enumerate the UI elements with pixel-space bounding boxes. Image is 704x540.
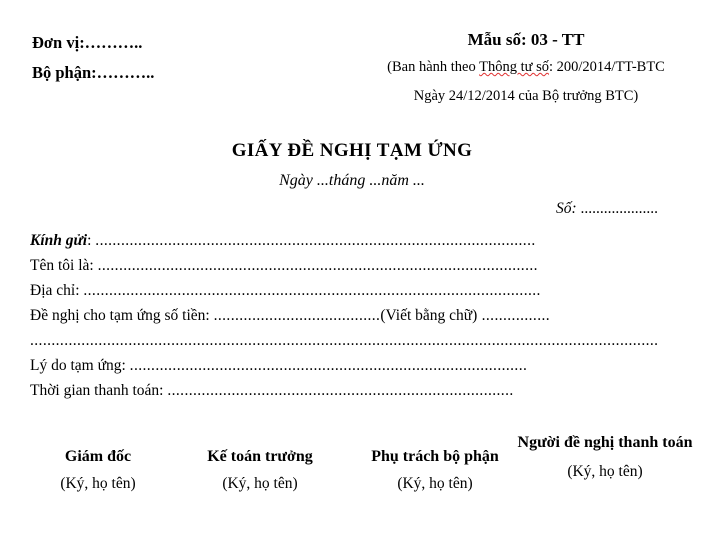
issued-suffix: : 200/2014/TT-BTC bbox=[548, 59, 665, 75]
amount-in-words-dots[interactable]: ................ bbox=[477, 307, 551, 324]
field-row-advance-amount bbox=[30, 303, 674, 328]
page-subtitle-date: Ngày ...tháng ...năm ... bbox=[279, 172, 425, 189]
department-label: Bộ phận:……….. bbox=[32, 63, 155, 82]
address-label: Địa chỉ: bbox=[30, 282, 80, 299]
document-number-label: Số: bbox=[555, 200, 577, 217]
form-code: Mẫu số: 03 - TT bbox=[467, 30, 585, 49]
signature-role-chief-accountant: Kế toán trưởng bbox=[207, 448, 313, 465]
signature-hint-department-head: (Ký, họ tên) bbox=[397, 475, 473, 492]
issued-under-line bbox=[356, 53, 696, 82]
recipient-suffix: : bbox=[87, 232, 96, 249]
signature-column-chief-accountant bbox=[174, 446, 346, 494]
reason-dots[interactable]: ............................................................................................. bbox=[129, 357, 528, 374]
name-dots[interactable]: ....................................................................................................... bbox=[97, 257, 538, 274]
recipient-dots[interactable]: ....................................................................................................... bbox=[95, 232, 536, 249]
header-left-block bbox=[32, 28, 352, 88]
page-title: GIẤY ĐỀ NGHỊ TẠM ỨNG bbox=[231, 140, 473, 161]
field-row-payment-time bbox=[30, 378, 674, 403]
payment-time-label: Thời gian thanh toán: bbox=[30, 382, 164, 399]
issued-prefix: (Ban hành theo bbox=[387, 59, 480, 75]
form-body bbox=[30, 228, 674, 403]
header-right-block bbox=[356, 27, 696, 110]
address-dots[interactable]: ........................................................................................................... bbox=[83, 282, 541, 299]
advance-amount-label: Đề nghị cho tạm ứng số tiền: bbox=[30, 307, 210, 324]
signature-role-department-head: Phụ trách bộ phận bbox=[371, 448, 499, 465]
name-label: Tên tôi là: bbox=[30, 257, 94, 274]
signature-hint-director: (Ký, họ tên) bbox=[60, 475, 136, 492]
field-row-reason bbox=[30, 353, 674, 378]
reason-label: Lý do tạm ứng: bbox=[30, 357, 126, 374]
payment-time-dots[interactable]: ................................................................................. bbox=[167, 382, 514, 399]
document-number-dots: .................... bbox=[576, 200, 658, 217]
signature-hint-requester: (Ký, họ tên) bbox=[567, 463, 643, 480]
signature-block bbox=[22, 432, 693, 522]
continuation-dots[interactable]: ................................................................................................................................................... bbox=[30, 332, 659, 349]
signature-column-requester bbox=[512, 432, 698, 482]
field-row-continuation bbox=[30, 328, 674, 353]
field-row-address bbox=[30, 278, 674, 303]
amount-in-words-note: (Viết bằng chữ) bbox=[380, 307, 478, 324]
signature-role-requester: Người đề nghị thanh toán bbox=[517, 434, 693, 451]
issued-circular-spellcheck: Thông tư số bbox=[479, 59, 549, 75]
signature-column-director bbox=[22, 446, 174, 494]
signature-role-director: Giám đốc bbox=[64, 448, 132, 465]
advance-amount-dots[interactable]: ....................................... bbox=[213, 307, 381, 324]
unit-label: Đơn vị:……….. bbox=[32, 33, 143, 52]
recipient-label: Kính gửi bbox=[30, 232, 88, 249]
signature-hint-chief-accountant: (Ký, họ tên) bbox=[222, 475, 298, 492]
signature-column-department-head bbox=[346, 446, 524, 494]
document-number-field bbox=[0, 200, 658, 218]
field-row-recipient bbox=[30, 228, 674, 253]
issued-date-line: Ngày 24/12/2014 của Bộ trưởng BTC) bbox=[413, 88, 639, 104]
field-row-name bbox=[30, 253, 674, 278]
